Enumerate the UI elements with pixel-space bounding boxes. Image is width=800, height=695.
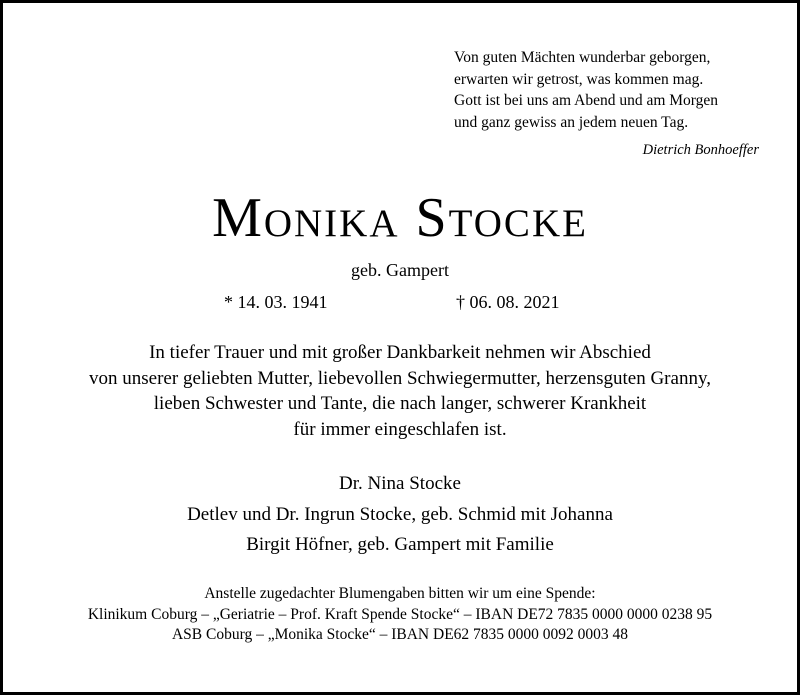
donation-line: Anstelle zugedachter Blumengaben bitten wir um eine Spende: <box>204 585 596 602</box>
announcement-line: lieben Schwester und Tante, die nach langer, schwerer Krankheit <box>153 393 647 414</box>
bonhoeffer-verse <box>454 47 784 133</box>
donation-line: ASB Coburg – „Monika Stocke“ – IBAN DE62 7835 0000 0092 0003 48 <box>171 626 629 643</box>
mourner-line: Detlev und Dr. Ingrun Stocke, geb. Schmid mit Johanna <box>187 503 613 525</box>
birth-date: * 14. 03. 1941 <box>224 292 328 312</box>
deceased-name: Monika Stocke <box>212 187 588 249</box>
announcement-line: von unserer geliebten Mutter, liebevollen Schwiegermutter, herzensguten Granny, <box>89 367 711 389</box>
death-date: † 06. 08. 2021 <box>456 292 560 312</box>
announcement-text <box>3 340 797 442</box>
verse-line: Gott ist bei uns am Abend und am Morgen <box>454 92 719 109</box>
donation-request <box>3 584 797 646</box>
verse-line: und ganz gewiss an jedem neuen Tag. <box>454 113 689 131</box>
mourner-line: Birgit Höfner, geb. Gampert mit Familie <box>246 534 554 555</box>
announcement-line: In tiefer Trauer und mit großer Dankbarkeit nehmen wir Abschied <box>149 342 651 363</box>
donation-line: Klinikum Coburg – „Geriatrie – Prof. Kraft Spende Stocke“ – IBAN DE72 7835 0000 0000 0238 95 <box>87 605 713 623</box>
verse-author: Dietrich Bonhoeffer <box>642 142 759 158</box>
verse-line: Von guten Mächten wunderbar geborgen, <box>454 49 711 66</box>
announcement-line: für immer eingeschlafen ist. <box>293 418 507 440</box>
mourners-list <box>3 469 797 561</box>
mourner-line: Dr. Nina Stocke <box>339 473 461 494</box>
verse-line: erwarten wir getrost, was kommen mag. <box>454 70 704 88</box>
maiden-name: geb. Gampert <box>351 260 449 280</box>
